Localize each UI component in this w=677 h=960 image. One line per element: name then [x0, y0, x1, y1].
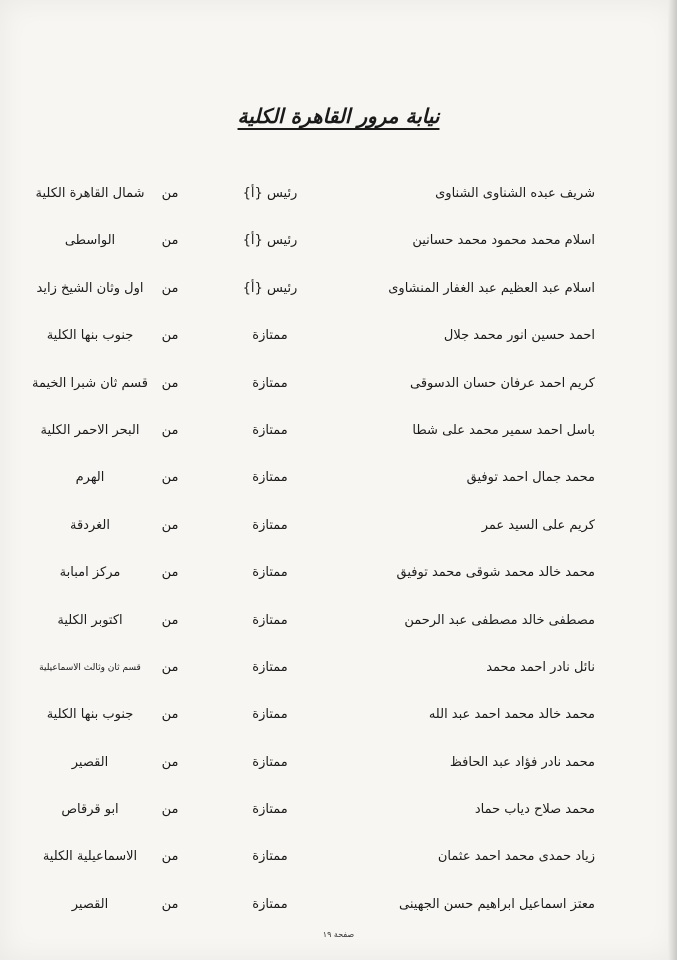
person-name: كريم احمد عرفان حسان الدسوقى: [410, 375, 595, 391]
from-label: من: [161, 565, 179, 581]
person-rank: ممتازة: [252, 896, 288, 912]
list-item: [0, 360, 677, 407]
assigned-place: البحر الاحمر الكلية: [40, 422, 140, 438]
from-label: من: [161, 233, 179, 249]
person-rank: ممتازة: [252, 375, 288, 391]
from-label: من: [161, 707, 179, 723]
person-name: محمد جمال احمد توفيق: [466, 470, 595, 486]
from-label: من: [161, 896, 179, 912]
person-rank: ممتازة: [252, 849, 288, 865]
assigned-place: اكتوبر الكلية: [57, 612, 123, 628]
person-rank: ممتازة: [252, 659, 288, 675]
person-name: اسلام محمد محمود محمد حسانين: [412, 233, 595, 249]
page-title-text: نيابة مرور القاهرة الكلية: [237, 104, 440, 128]
assigned-place: الغردقة: [70, 517, 110, 533]
person-name: محمد صلاح دياب حماد: [474, 802, 595, 818]
person-rank: ممتازة: [252, 707, 288, 723]
assigned-place: الاسماعيلية الكلية: [42, 849, 138, 865]
list-item: [0, 549, 677, 596]
page-title: [0, 104, 677, 128]
person-rank: رئيس {أ}: [242, 233, 298, 249]
person-rank: ممتازة: [252, 754, 288, 770]
list-item: [0, 597, 677, 644]
assigned-place: القصير: [71, 754, 109, 770]
list-item: [0, 691, 677, 738]
person-name: محمد نادر فؤاد عبد الحافظ: [449, 754, 595, 770]
person-name: زياد حمدى محمد احمد عثمان: [437, 849, 595, 865]
list-item: [0, 644, 677, 691]
person-name: نائل نادر احمد محمد: [486, 659, 595, 675]
assigned-place: الهرم: [75, 470, 105, 486]
person-name: احمد حسين انور محمد جلال: [443, 328, 595, 344]
from-label: من: [161, 186, 179, 201]
person-rank: ممتازة: [252, 470, 288, 486]
personnel-list: [0, 170, 677, 928]
person-name: معتز اسماعيل ابراهيم حسن الجهينى: [399, 896, 595, 912]
person-name: محمد خالد محمد احمد عبد الله: [428, 707, 595, 723]
list-item: [0, 739, 677, 786]
person-rank: ممتازة: [252, 422, 288, 438]
from-label: من: [161, 802, 179, 818]
list-item: [0, 312, 677, 359]
person-name: كريم على السيد عمر: [481, 517, 595, 533]
person-rank: ممتازة: [252, 612, 288, 628]
page-number: صفحة ١٩: [322, 930, 355, 939]
list-item: [0, 407, 677, 454]
from-label: من: [161, 280, 179, 296]
from-label: من: [161, 612, 179, 628]
list-item: [0, 265, 677, 312]
from-label: من: [161, 517, 179, 533]
assigned-place: قسم ثان شبرا الخيمة: [32, 375, 148, 391]
list-item: [0, 454, 677, 501]
person-name: شريف عبده الشناوى الشناوى: [435, 186, 595, 201]
person-name: اسلام عبد العظيم عبد الغفار المنشاوى: [388, 280, 595, 296]
from-label: من: [161, 849, 179, 865]
assigned-place: جنوب بنها الكلية: [46, 707, 134, 723]
assigned-place: قسم ثان وثالث الاسماعيلية: [39, 662, 141, 673]
assigned-place: الواسطى: [64, 233, 116, 249]
list-item: [0, 170, 677, 217]
person-rank: ممتازة: [252, 802, 288, 818]
person-rank: رئيس {أ}: [242, 186, 298, 201]
from-label: من: [161, 659, 179, 675]
list-item: [0, 833, 677, 880]
person-name: محمد خالد محمد شوقى محمد توفيق: [396, 565, 595, 581]
from-label: من: [161, 375, 179, 391]
person-name: باسل احمد سمير محمد على شطا: [412, 422, 595, 438]
list-item: [0, 786, 677, 833]
assigned-place: ابو قرقاص: [61, 802, 119, 818]
from-label: من: [161, 422, 179, 438]
list-item: [0, 881, 677, 928]
assigned-place: مركز امبابة: [59, 565, 121, 581]
from-label: من: [161, 470, 179, 486]
person-rank: رئيس {أ}: [242, 280, 298, 296]
assigned-place: القصير: [71, 896, 109, 912]
from-label: من: [161, 328, 179, 344]
assigned-place: شمال القاهرة الكلية: [35, 186, 145, 201]
from-label: من: [161, 754, 179, 770]
assigned-place: اول وثان الشيخ زايد: [36, 280, 144, 296]
person-rank: ممتازة: [252, 517, 288, 533]
list-item: [0, 217, 677, 264]
person-name: مصطفى خالد مصطفى عبد الرحمن: [404, 612, 595, 628]
person-rank: ممتازة: [252, 565, 288, 581]
list-item: [0, 502, 677, 549]
assigned-place: جنوب بنها الكلية: [46, 328, 134, 344]
person-rank: ممتازة: [252, 328, 288, 344]
